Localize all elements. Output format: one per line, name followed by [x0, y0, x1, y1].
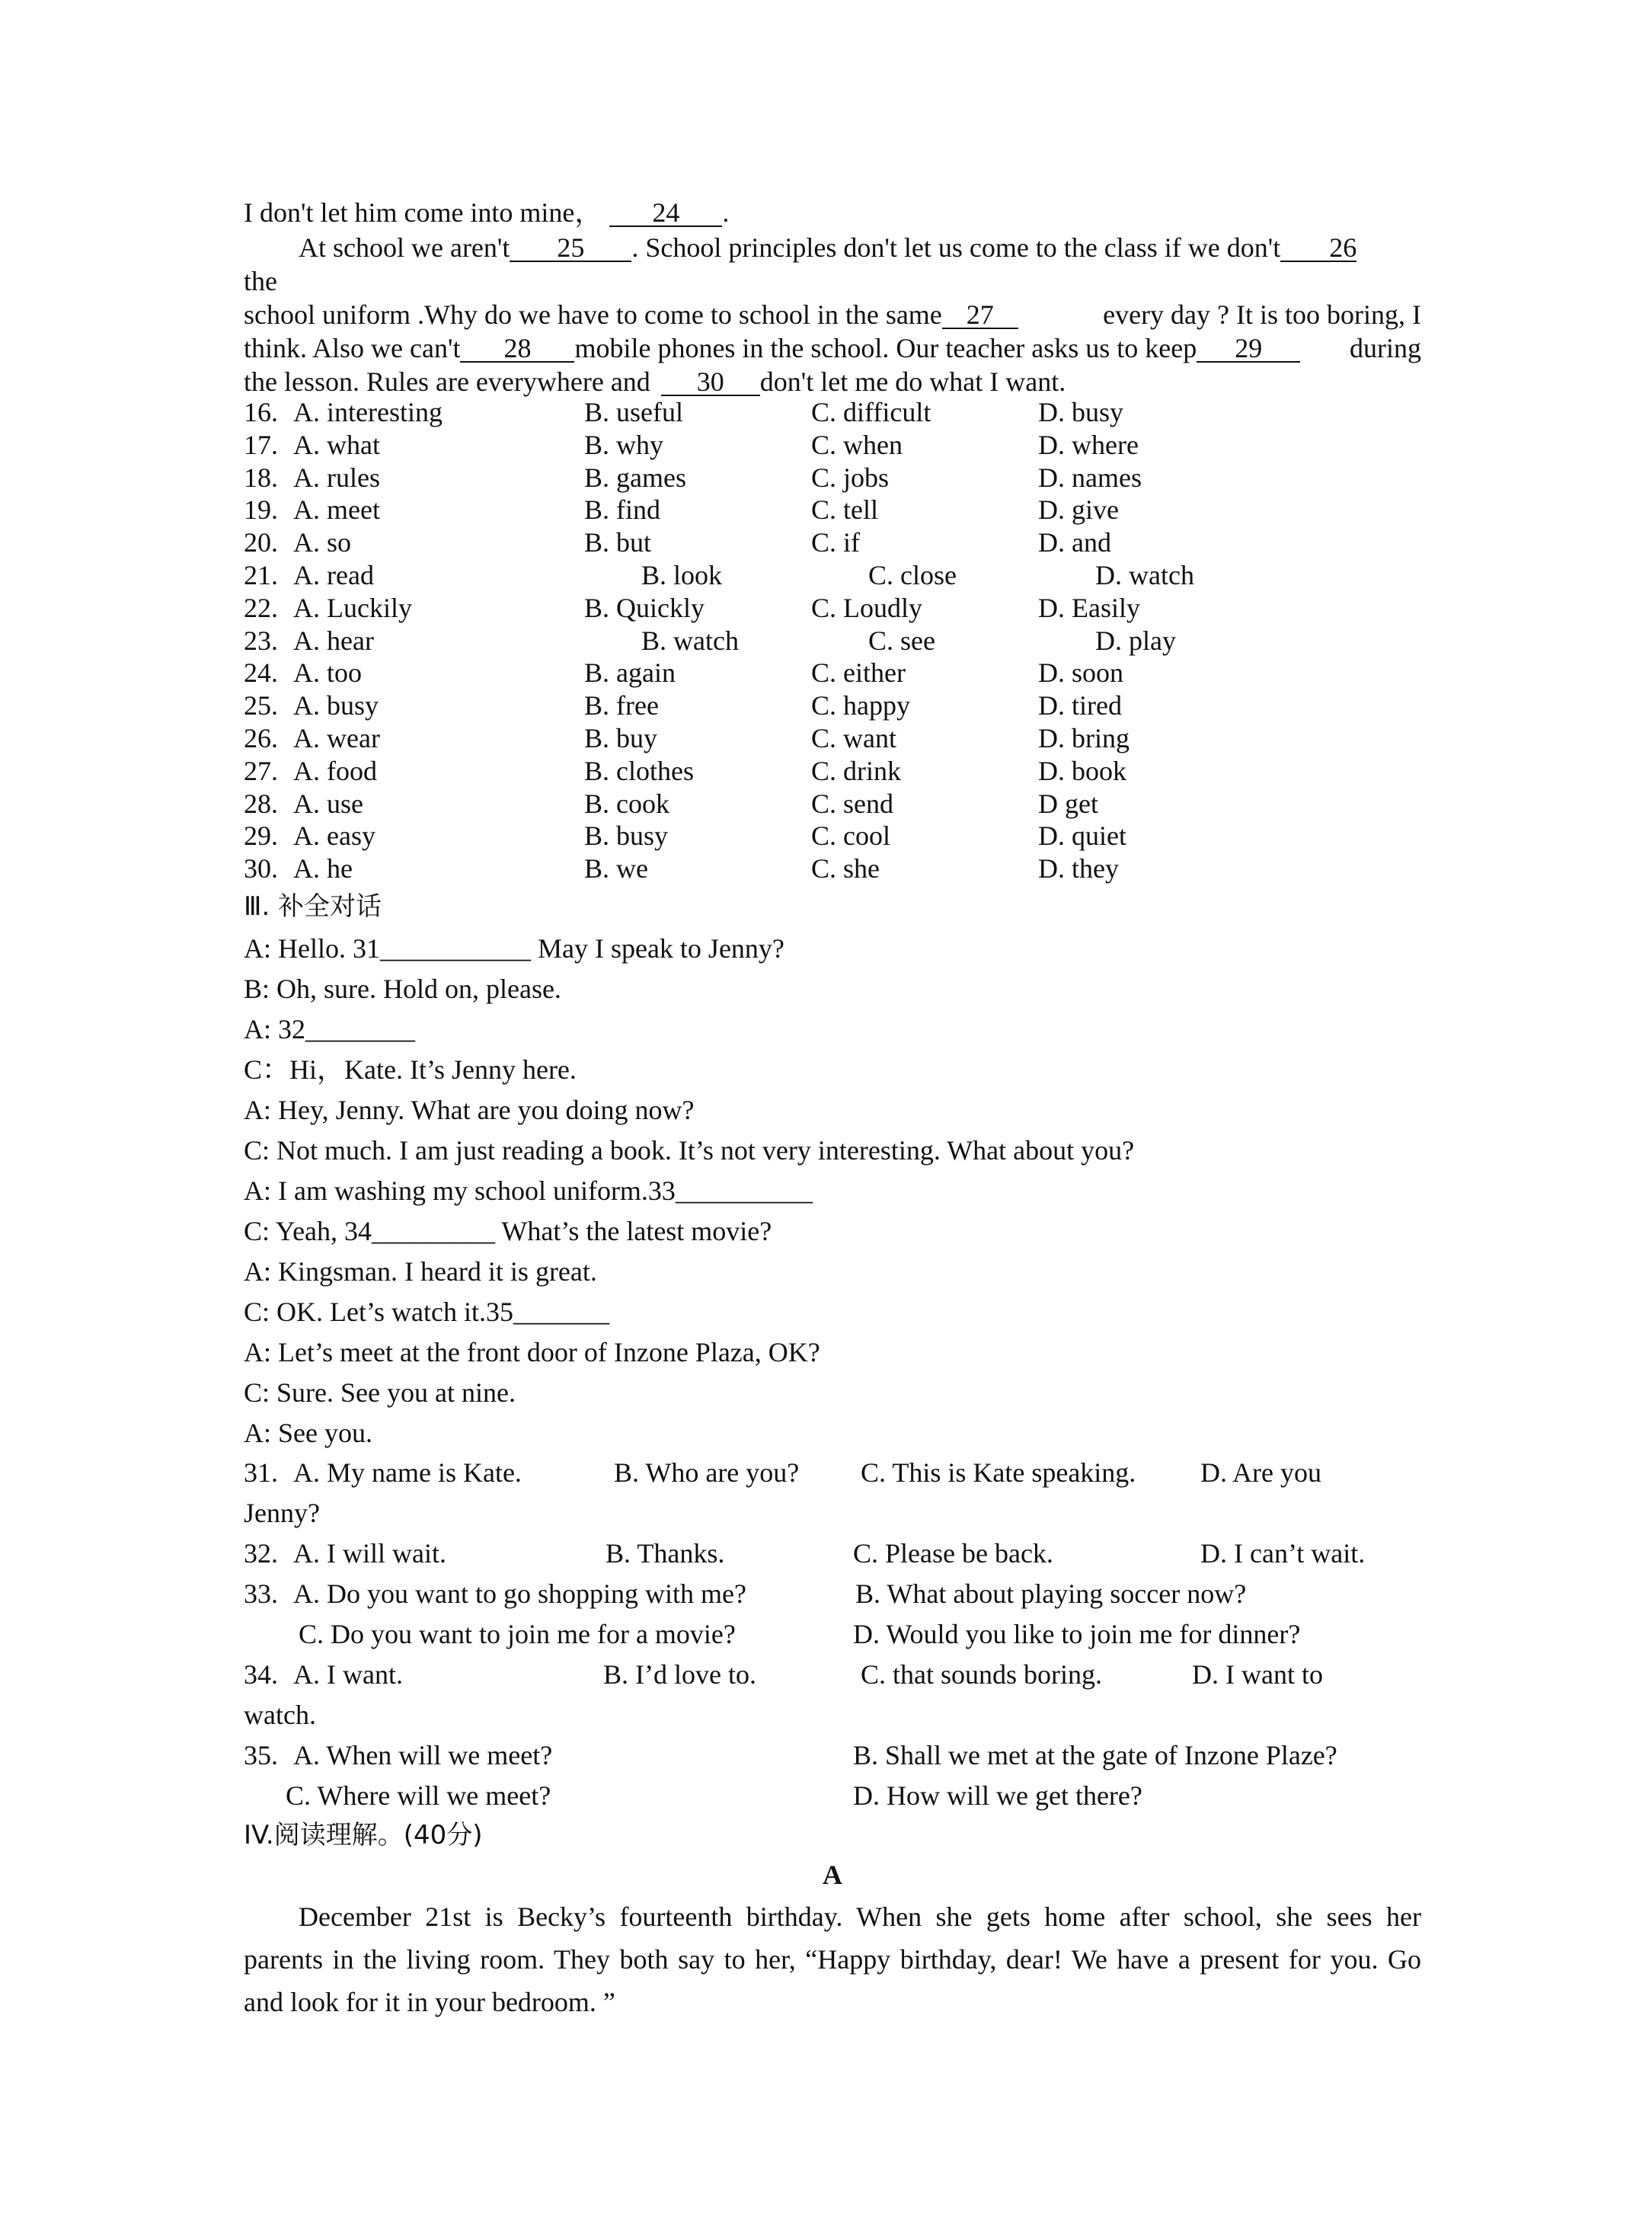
dialogue-blank[interactable]: _______: [513, 1297, 609, 1327]
q20-question-number: 20.: [244, 527, 278, 558]
q24-option-a[interactable]: A. too: [293, 657, 362, 688]
q16-option-d[interactable]: D. busy: [1038, 397, 1124, 427]
q28-option-b[interactable]: B. cook: [584, 788, 669, 819]
q25-option-b[interactable]: B. free: [584, 690, 659, 721]
q34-option-d-wrap: watch.: [244, 1700, 316, 1730]
dialogue-text: C：Hi，Kate. It’s Jenny here.: [244, 1054, 577, 1085]
dialogue-line: [244, 1336, 820, 1369]
blank-number: 24: [652, 197, 680, 228]
q16-option-b[interactable]: B. useful: [584, 397, 683, 427]
q32-option-b[interactable]: B. Thanks.: [606, 1538, 725, 1569]
q20-option-b[interactable]: B. but: [584, 527, 652, 558]
passage-line-2: [244, 1943, 1421, 1976]
q35-number: 35.: [244, 1740, 278, 1770]
q30-option-b[interactable]: B. we: [584, 853, 648, 884]
q22-option-c[interactable]: C. Loudly: [811, 593, 923, 623]
dialogue-text: A: Hello. 31: [244, 933, 380, 964]
q34-option-b[interactable]: B. I’d love to.: [603, 1659, 756, 1690]
q21-option-a[interactable]: A. read: [293, 560, 374, 590]
q32-option-a[interactable]: A. I will wait.: [293, 1538, 446, 1569]
q34-option-a[interactable]: A. I want.: [293, 1659, 403, 1690]
q26-option-c[interactable]: C. want: [811, 723, 896, 753]
q27-option-a[interactable]: A. food: [293, 756, 377, 786]
blank-number: 29: [1235, 333, 1263, 363]
q18-option-b[interactable]: B. games: [584, 462, 686, 493]
q19-option-a[interactable]: A. meet: [293, 494, 380, 525]
q23-option-a[interactable]: A. hear: [293, 625, 374, 656]
dialogue-line: [244, 1013, 415, 1046]
q17-option-d[interactable]: D. where: [1038, 430, 1139, 460]
q35-option-a[interactable]: A. When will we meet?: [293, 1740, 553, 1770]
q27-question-number: 27.: [244, 756, 278, 786]
q29-option-a[interactable]: A. easy: [293, 820, 375, 851]
q20-option-c[interactable]: C. if: [811, 527, 861, 558]
q29-option-b[interactable]: B. busy: [584, 820, 669, 851]
q29-option-c[interactable]: C. cool: [811, 820, 890, 851]
dialogue-text: C: Yeah, 34: [244, 1216, 372, 1246]
q27-option-d[interactable]: D. book: [1038, 756, 1126, 786]
dialogue-blank[interactable]: ___________: [379, 933, 531, 964]
blank-28: [460, 332, 574, 363]
blank-24: [609, 197, 722, 227]
dialogue-text: C: OK. Let’s watch it.35: [244, 1297, 513, 1327]
q31-number: 31.: [244, 1457, 278, 1488]
q19-option-c[interactable]: C. tell: [811, 494, 878, 525]
blank-27: [942, 299, 1018, 329]
q31-option-b[interactable]: B. Who are you?: [614, 1457, 800, 1488]
q32-option-d[interactable]: D. I can’t wait.: [1200, 1538, 1366, 1569]
q18-option-c[interactable]: C. jobs: [811, 462, 890, 493]
q19-option-d[interactable]: D. give: [1038, 494, 1119, 525]
q35-option-c[interactable]: C. Where will we meet?: [286, 1780, 551, 1811]
q18-question-number: 18.: [244, 462, 278, 493]
cloze-text: don't let me do what I want.: [759, 366, 1066, 397]
q21-option-c[interactable]: C. close: [868, 560, 957, 590]
dialogue-line: [244, 1377, 516, 1409]
blank-29: [1197, 332, 1300, 363]
q29-question-number: 29.: [244, 820, 278, 851]
q33-number: 33.: [244, 1578, 278, 1609]
q26-option-b[interactable]: B. buy: [584, 723, 658, 753]
cloze-text: the: [244, 266, 277, 296]
q30-option-d[interactable]: D. they: [1038, 853, 1119, 884]
q34-option-c[interactable]: C. that sounds boring.: [861, 1659, 1103, 1690]
q28-question-number: 28.: [244, 788, 278, 819]
q21-option-b[interactable]: B. look: [641, 560, 723, 590]
cloze-text: the lesson. Rules are everywhere and: [244, 366, 650, 397]
q22-option-d[interactable]: D. Easily: [1038, 593, 1140, 623]
q31-option-d[interactable]: D. Are you: [1200, 1457, 1321, 1488]
q22-option-a[interactable]: A. Luckily: [293, 593, 412, 623]
passage-text: and look for it in your bedroom. ”: [244, 1987, 615, 2017]
cloze-text: school uniform .Why do we have to come to school in the same: [244, 299, 942, 330]
blank-number: 30: [696, 366, 724, 397]
dialogue-line: [244, 1296, 609, 1329]
q32-number: 32.: [244, 1538, 278, 1569]
cloze-text: I don't let him come into mine，: [244, 197, 602, 228]
q25-question-number: 25.: [244, 690, 278, 721]
cloze-line-1: [244, 197, 729, 229]
dialogue-line: [244, 1054, 577, 1086]
blank-26: [1280, 232, 1356, 262]
q24-option-b[interactable]: B. again: [584, 657, 676, 688]
cloze-line-2: [299, 232, 1356, 264]
q30-question-number: 30.: [244, 853, 278, 884]
dialogue-line: [244, 1255, 597, 1288]
q23-question-number: 23.: [244, 625, 278, 656]
q28-option-a[interactable]: A. use: [293, 788, 363, 819]
q17-option-b[interactable]: B. why: [584, 430, 664, 460]
dialogue-text: A: Kingsman. I heard it is great.: [244, 1256, 597, 1287]
q31-option-c[interactable]: C. This is Kate speaking.: [861, 1457, 1136, 1488]
dialogue-line: [244, 1215, 772, 1248]
q25-option-d[interactable]: D. tired: [1038, 690, 1122, 721]
q21-question-number: 21.: [244, 560, 278, 590]
q24-question-number: 24.: [244, 657, 278, 688]
q25-option-a[interactable]: A. busy: [293, 690, 379, 721]
q23-option-c[interactable]: C. see: [868, 625, 935, 656]
q31-option-a[interactable]: A. My name is Kate.: [293, 1457, 522, 1488]
q26-question-number: 26.: [244, 723, 278, 753]
q21-option-d[interactable]: D. watch: [1095, 560, 1194, 590]
section-3-title: Ⅲ. 补全对话: [244, 891, 382, 922]
cloze-line-4: [244, 299, 1421, 331]
q16-question-number: 16.: [244, 397, 278, 427]
q34-option-d[interactable]: D. I want to: [1192, 1659, 1323, 1690]
q22-question-number: 22.: [244, 593, 278, 623]
cloze-line-6: [244, 366, 1066, 398]
q32-option-c[interactable]: C. Please be back.: [853, 1538, 1053, 1569]
dialogue-line: [244, 1417, 372, 1450]
dialogue-text: C: Not much. I am just reading a book. It’s not very interesting. What about you?: [244, 1135, 1135, 1166]
q17-option-a[interactable]: A. what: [293, 430, 380, 460]
q26-option-d[interactable]: D. bring: [1038, 723, 1130, 753]
dialogue-text: A: Let’s meet at the front door of Inzone Plaza, OK?: [244, 1337, 820, 1367]
q29-option-d[interactable]: D. quiet: [1038, 820, 1126, 851]
cloze-line-5: [244, 332, 1421, 365]
q30-option-c[interactable]: C. she: [811, 853, 880, 884]
q31-option-d-wrap: Jenny?: [244, 1498, 320, 1528]
section-4-title: IV.阅读理解。(40分): [244, 1820, 483, 1850]
cloze-text: At school we aren't: [299, 232, 510, 263]
blank-number: 28: [503, 333, 532, 363]
q27-option-c[interactable]: C. drink: [811, 756, 902, 786]
q18-option-a[interactable]: A. rules: [293, 462, 380, 493]
cloze-text: every day ? It is too boring, I: [1103, 299, 1421, 330]
cloze-text-group: [244, 332, 1300, 365]
q28-option-d[interactable]: D get: [1038, 788, 1098, 819]
blank-number: 26: [1329, 232, 1357, 263]
cloze-line-3: [244, 265, 277, 298]
q17-question-number: 17.: [244, 430, 278, 460]
passage-line-3: [244, 1986, 615, 2019]
q20-option-a[interactable]: A. so: [293, 527, 352, 558]
q19-question-number: 19.: [244, 494, 278, 525]
dialogue-text: What’s the latest movie?: [495, 1216, 772, 1246]
dialogue-text: C: Sure. See you at nine.: [244, 1377, 516, 1408]
cloze-text: . School principles don't let us come to the class if we don't: [631, 232, 1281, 263]
q17-option-c[interactable]: C. when: [811, 430, 903, 460]
q33-option-a[interactable]: A. Do you want to go shopping with me?: [293, 1578, 746, 1609]
q19-option-b[interactable]: B. find: [584, 494, 661, 525]
q23-option-d[interactable]: D. play: [1095, 625, 1176, 656]
cloze-text: think. Also we can't: [244, 333, 461, 363]
dialogue-text: A: Hey, Jenny. What are you doing now?: [244, 1095, 695, 1125]
q16-option-c[interactable]: C. difficult: [811, 397, 931, 427]
q22-option-b[interactable]: B. Quickly: [584, 593, 705, 623]
q33-option-b[interactable]: B. What about playing soccer now?: [855, 1578, 1247, 1609]
passage-text: December 21st is Becky’s fourteenth birthday. When she gets home after school, she sees her: [299, 1901, 1421, 1932]
passage-line-1: [299, 1901, 1421, 1933]
q16-option-a[interactable]: A. interesting: [293, 397, 443, 427]
q35-option-d[interactable]: D. How will we get there?: [853, 1780, 1142, 1811]
q33-option-c[interactable]: C. Do you want to join me for a movie?: [299, 1619, 736, 1649]
cloze-text: mobile phones in the school. Our teacher asks us to keep: [574, 333, 1197, 363]
q34-number: 34.: [244, 1659, 278, 1690]
q24-option-d[interactable]: D. soon: [1038, 657, 1124, 688]
blank-number: 27: [966, 299, 994, 330]
q28-option-c[interactable]: C. send: [811, 788, 893, 819]
q23-option-b[interactable]: B. watch: [641, 625, 739, 656]
dialogue-text: A: 32: [244, 1014, 305, 1044]
q33-option-d[interactable]: D. Would you like to join me for dinner?: [853, 1619, 1301, 1649]
blank-25: [510, 232, 631, 262]
dialogue-text: B: Oh, sure. Hold on, please.: [244, 974, 561, 1004]
cloze-text: .: [722, 197, 730, 228]
q30-option-a[interactable]: A. he: [293, 853, 353, 884]
q20-option-d[interactable]: D. and: [1038, 527, 1111, 558]
passage-label: A: [823, 1860, 842, 1890]
cloze-text-group: [244, 299, 1018, 331]
dialogue-blank[interactable]: _________: [372, 1216, 496, 1246]
q26-option-a[interactable]: A. wear: [293, 723, 380, 753]
passage-text: parents in the living room. They both say to her, “Happy birthday, dear! We have a present for you. Go: [244, 1944, 1421, 1975]
q27-option-b[interactable]: B. clothes: [584, 756, 694, 786]
dialogue-line: [244, 1094, 695, 1127]
dialogue-blank[interactable]: ________: [305, 1014, 415, 1044]
blank-30: [661, 366, 760, 396]
dialogue-text: May I speak to Jenny?: [530, 933, 784, 964]
dialogue-line: [244, 973, 561, 1006]
q25-option-c[interactable]: C. happy: [811, 690, 910, 721]
dialogue-text: A: See you.: [244, 1418, 372, 1448]
cloze-text: during: [1350, 333, 1421, 363]
blank-number: 25: [557, 232, 585, 263]
dialogue-line: [244, 932, 784, 965]
q18-option-d[interactable]: D. names: [1038, 462, 1142, 493]
dialogue-line: [244, 1175, 813, 1207]
q24-option-c[interactable]: C. either: [811, 657, 906, 688]
dialogue-blank[interactable]: __________: [675, 1175, 813, 1206]
dialogue-line: [244, 1134, 1134, 1167]
q35-option-b[interactable]: B. Shall we met at the gate of Inzone Plaze?: [853, 1740, 1337, 1770]
dialogue-text: A: I am washing my school uniform.33: [244, 1175, 676, 1206]
